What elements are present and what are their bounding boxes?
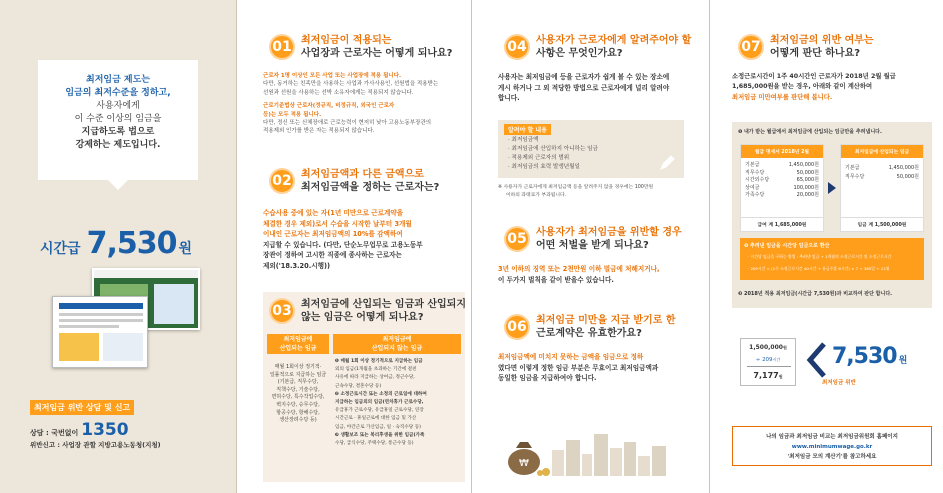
- section-number: 06: [504, 314, 530, 340]
- list-item: ❷ 소정근로시간 또는 소정의 근로일에 대하여: [335, 391, 427, 397]
- paragraph-line: 등)는 모두 적용 됩니다.: [263, 111, 322, 118]
- section-title: [770, 34, 874, 60]
- list-item: 매월 1회이상 정기적·: [274, 364, 322, 370]
- row-label: 직무수당: [745, 169, 765, 176]
- minimum-wage-compare: [832, 344, 907, 369]
- intro-line: 임금의 최저수준을 정하고,: [65, 88, 171, 98]
- paragraph-line: 합니다.: [498, 94, 520, 103]
- section-number: 03: [269, 298, 295, 324]
- list-item: 외의 임금(1개월을 초과하는 기간에 걸친: [335, 367, 417, 373]
- section-number: 04: [504, 34, 530, 60]
- list-item: 면허수당, 특수작업수당,: [271, 394, 325, 401]
- section-title: [301, 298, 466, 324]
- list-item: · 최저임금에 산입하지 아니하는 임금: [508, 146, 598, 152]
- excluded-list: [335, 358, 463, 448]
- col-header-excluded: 최저임금에 산입되지 않는 임금: [333, 334, 461, 354]
- included-wage-header: 최저임금에 산입되는 임금: [841, 145, 923, 158]
- wage-value: 7,530: [86, 226, 177, 261]
- title-line: 최저임금의 위반 여부는: [770, 35, 874, 46]
- included-wage-table: [840, 144, 924, 232]
- title-line: 어떻게 판단 하나요?: [770, 48, 861, 59]
- table-row: [745, 170, 819, 178]
- paragraph-line: 수습사용 중에 있는 자(1년 미만으로 근로계약을: [263, 209, 404, 217]
- list-item: 일률적으로 지급하는 임금: [269, 371, 327, 378]
- money-bag-city-illustration: [502, 420, 682, 476]
- section-05-heading: [504, 226, 682, 252]
- hotline-row: [30, 420, 129, 440]
- paragraph-line: 적용제외 인가를 받은 자는 적용되지 않습니다.: [263, 128, 375, 135]
- step-2-box: [740, 238, 924, 280]
- table-row: [745, 185, 819, 193]
- calculation-box: [732, 122, 932, 308]
- section-title: [536, 226, 682, 252]
- list-item: · 최저임금액: [508, 137, 539, 143]
- section-07-heading: [738, 34, 874, 60]
- title-line: 최저임금에 산입되는 임금과 산입되지: [301, 299, 467, 310]
- paragraph-line: 1,685,000원을 받는 경우, 아래와 같이 계산하여: [732, 83, 873, 91]
- row-label: 기본급: [745, 162, 760, 168]
- hotline-label: 상담 : 국번없이: [30, 429, 79, 437]
- title-line: 근로계약은 유효한가요?: [536, 328, 642, 339]
- note-line: 나의 임금과 최저임금 비교는 최저임금위원회 홈페이지: [766, 434, 898, 440]
- website-note-box: [732, 426, 932, 466]
- middle-right-panel: [472, 0, 710, 493]
- note-line: 이하의 과태료가 부과됩니다.: [506, 192, 567, 198]
- list-item: 벽지수당, 승무수당,: [276, 401, 320, 408]
- col-header-included: 최저임금에 산입되는 임금: [267, 334, 329, 354]
- notice-items-box: [498, 120, 684, 178]
- list-item: 사유에 따라 지급하는 상여금, 정근수당,: [335, 375, 415, 381]
- list-item: 지급하는 임금외의 임금(연차휴가 근로수당,: [335, 400, 424, 406]
- calc-hours: 209: [762, 357, 773, 363]
- arrow-icon: [828, 182, 836, 194]
- intro-line: 이 수준 이상의 임금을: [74, 114, 162, 124]
- calc-result: 7,177: [753, 371, 779, 380]
- compare-unit: 원: [898, 356, 908, 366]
- paragraph-line: 였다면 이렇게 정한 임금 부분은 무효이고 최저임금액과: [498, 363, 659, 372]
- title-line: 사용자가 최저임금을 위반할 경우: [536, 227, 682, 238]
- notice-box-list: [508, 136, 658, 172]
- paragraph-line: 다만, 동거하는 친족만을 사용하는 사업과 가사사용인, 선원법을 적용받는: [263, 81, 439, 88]
- payslip-table: [740, 144, 824, 232]
- intro-line: 강제하는 제도입니다.: [75, 140, 161, 150]
- paragraph-line: 이 두가지 벌칙을 같이 받을수 있습니다.: [498, 275, 614, 284]
- list-item: 생산장려수당 등): [279, 417, 317, 424]
- list-item: 항공수당, 항해수당,: [276, 409, 320, 416]
- section-title: [536, 314, 676, 340]
- title-line: 사용자가 근로자에게 알려주어야 할: [536, 35, 692, 46]
- less-than-icon: [806, 342, 828, 378]
- paragraph-line: 장관이 정하여 고시한 직종에 종사하는 근로자는: [263, 251, 402, 260]
- section-03-heading: [269, 298, 466, 324]
- list-item: 시간근로 · 휴일근로에 대한 임금 및 가산: [335, 416, 417, 422]
- list-item: · 최저임금의 효력 발생년월일: [508, 164, 580, 170]
- section-05-body: [498, 264, 708, 285]
- paragraph-line: 다만, 정신 또는 신체장애로 근로능력이 현저히 낮아 고용노동부장관의: [263, 120, 432, 127]
- list-item: (기본급, 직무수당,: [277, 379, 319, 386]
- row-value: 65,000원: [796, 177, 819, 183]
- section-title: [301, 34, 453, 60]
- section-06-heading: [504, 314, 676, 340]
- step-3: ❸ 2018년 적용 최저임금(시간급 7,530원)과 비교하여 판단 합니다.: [738, 291, 893, 297]
- list-item: ❸ 생활보조 또는 복리후생을 위한 임금(가족: [335, 432, 425, 438]
- svg-text:₩: ₩: [519, 458, 529, 469]
- wage-unit: 원: [178, 241, 193, 257]
- list-item: 유급휴가 근로수당, 유급휴일 근로수당, 연장: [335, 408, 424, 414]
- title-line: 어떤 처벌을 받게 되나요?: [536, 240, 649, 251]
- section-02-heading: [269, 168, 439, 194]
- section-number: 05: [504, 226, 530, 252]
- middle-left-panel: [237, 0, 472, 493]
- table-row: [845, 173, 919, 182]
- wage-label: 시간급: [40, 241, 81, 257]
- section-04-note: [498, 184, 708, 199]
- calc-salary: 1,500,000: [749, 344, 783, 351]
- paragraph-line: 제외('18.3.20.시행)): [263, 261, 330, 270]
- step-2-detail: · 시간당 임금을 구하는 방법 : 추려낸 임금 ÷ 1개월의 소정근로시간 및 소정근로시간: [748, 254, 892, 259]
- intro-line: 최저임금 제도는: [86, 75, 150, 85]
- section-06-body: [498, 352, 708, 384]
- leaflet-cover-image: [52, 296, 148, 368]
- notice-box-title: 알려야 할 내용: [504, 124, 551, 135]
- paragraph-line: 최저임금액에 미치지 못하는 금액을 임금으로 정하: [498, 353, 644, 361]
- title-line: 사항은 무엇인가요?: [536, 48, 623, 59]
- step-1: ❶ 내가 받는 월급에서 최저임금에 산입되는 임금만을 추려냅니다.: [738, 129, 882, 135]
- intro-line: 사용자에게: [96, 101, 140, 111]
- section-number: 01: [269, 34, 295, 60]
- intro-pointer: [108, 180, 128, 190]
- row-value: 1,450,000원: [788, 162, 819, 168]
- payslip-header: 월급 명세서 2018년 2월: [741, 145, 823, 158]
- list-item: ❶ 매월 1회 이상 정기적으로 지급하는 임금: [335, 359, 423, 364]
- hotline-number: 1350: [81, 420, 129, 440]
- list-item: 임금, 야간근로 가산임금, 일 · 숙직수당 등): [335, 424, 421, 430]
- table-row: [845, 164, 919, 173]
- section-02-body: [263, 208, 463, 272]
- row-label: 직무수당: [845, 174, 865, 180]
- title-line: 최저임금액을 정하는 근로자는?: [301, 182, 440, 193]
- calc-divider: [747, 366, 791, 367]
- wage-headline: [40, 226, 192, 261]
- website-url[interactable]: www.minimumwage.go.kr: [791, 444, 873, 450]
- left-panel: [0, 0, 237, 493]
- intro-box: [38, 60, 198, 180]
- calc-unit: 시간: [772, 357, 781, 362]
- section-04-body: [498, 72, 706, 104]
- section-title: [536, 34, 691, 60]
- section-01-body: [263, 72, 463, 136]
- list-item: 수당, 급식수당, 주택수당, 통근수당 등): [335, 441, 414, 447]
- list-item: · 적용제외 근로자의 범위: [508, 155, 570, 161]
- right-panel: [710, 0, 943, 493]
- violation-label: 최저임금 위반: [822, 380, 856, 386]
- calc-line: [741, 357, 795, 363]
- included-list: [267, 364, 329, 425]
- compare-value: 7,530: [832, 344, 897, 369]
- report-info: 위반신고 : 사업장 관할 지방고용노동청(지청): [30, 441, 161, 449]
- included-wage-total: 임금 계 1,500,000원: [841, 217, 923, 228]
- row-value: 100,000원: [793, 184, 819, 191]
- calc-unit: 원: [778, 374, 783, 379]
- note-line: ※ 사용자가 근로자에게 최저임금액 등을 알려주지 않을 경우에는 100만원: [498, 185, 654, 190]
- paragraph-line: 최저임금 미만여부를 판단해 봅니다.: [732, 93, 833, 101]
- step-2: ❷ 추려낸 임금을 시간당 임금으로 환산: [744, 243, 830, 249]
- row-label: 가족수당: [745, 192, 765, 198]
- paragraph-line: 소정근로시간이 1주 40시간인 근로자가 2018년 2월 월급: [732, 73, 896, 80]
- section-04-heading: [504, 34, 691, 60]
- table-row: [745, 162, 819, 170]
- title-line: 사업장과 근로자는 어떻게 되나요?: [301, 48, 453, 59]
- paragraph-line: 근로기준법상 근로자(정규직, 비정규직, 외국인 근로자: [263, 103, 395, 110]
- payslip-total: 급여 계 1,685,000원: [741, 217, 823, 228]
- paragraph-line: 근로자 1명 이상인 모든 사업 또는 사업장에 적용 됩니다.: [263, 73, 402, 79]
- row-label: 기본급: [845, 165, 860, 171]
- section-number: 02: [269, 168, 295, 194]
- paragraph-line: 3년 이하의 징역 또는 2천만원 이하 벌금에 처해지거나,: [498, 265, 660, 273]
- note-line: '최저임금 모의 계산기'를 참고하세요: [787, 454, 877, 460]
- paragraph-line: 지급할 수 있습니다. (다만, 단순노무업무로 고용노동부: [263, 240, 423, 249]
- title-line: 않는 임금은 어떻게 되나요?: [301, 312, 424, 323]
- paragraph-line: 사용자는 최저임금에 등을 근로자가 쉽게 볼 수 있는 장소에: [498, 73, 670, 81]
- list-item: 직책수당, 기술수당,: [276, 386, 320, 393]
- calc-unit: 원: [782, 345, 787, 350]
- section-title: [301, 168, 439, 194]
- paragraph-line: 이내인 근로자는 최저임금액의 10%를 감액하여: [263, 230, 403, 239]
- intro-line: 지급하도록 법으로: [81, 127, 155, 137]
- section-07-body: [732, 72, 940, 103]
- calc-line: [741, 344, 795, 351]
- paragraph-line: 게시 하거나 그 외 적당한 방법으로 근로자에게 널리 알려야: [498, 83, 670, 92]
- row-label: 시간외수당: [745, 177, 770, 183]
- paragraph-line: 선원과 선원을 사용하는 선박 소유자에게는 적용되지 않습니다.: [263, 89, 414, 96]
- paragraph-line: 체결한 경우 제외)로서 수습을 시작한 날부터 3개월: [263, 219, 412, 228]
- hotline-title: 최저임금 위반 상담 및 신고: [30, 400, 134, 415]
- row-label: 상여금: [745, 184, 760, 191]
- step-2-detail: · 209시간 = (1주 소정근로시간 40시간 + 유급주휴 8시간) × 7 ÷ 365일 ÷ 12월: [748, 266, 890, 271]
- title-line: 최저임금 미만을 지급 받기로 한: [536, 315, 676, 326]
- pencil-icon: [658, 154, 676, 172]
- divide-symbol: ÷: [755, 357, 761, 363]
- row-value: 50,000원: [896, 174, 919, 180]
- row-value: 1,450,000원: [888, 165, 919, 171]
- paragraph-line: 동일한 임금을 지급하여야 합니다.: [498, 374, 597, 383]
- section-01-heading: [269, 34, 453, 60]
- row-value: 20,000원: [796, 192, 819, 198]
- table-row: [745, 177, 819, 185]
- section-number: 07: [738, 34, 764, 60]
- row-value: 50,000원: [796, 169, 819, 176]
- title-line: 최저임금이 적용되는: [301, 35, 392, 46]
- list-item: 근속수당, 결혼수당 등): [335, 383, 382, 389]
- calc-line: [741, 371, 795, 380]
- title-line: 최저임금액과 다른 금액으로: [301, 169, 424, 180]
- calc-box: [740, 338, 796, 386]
- table-row: [745, 192, 819, 200]
